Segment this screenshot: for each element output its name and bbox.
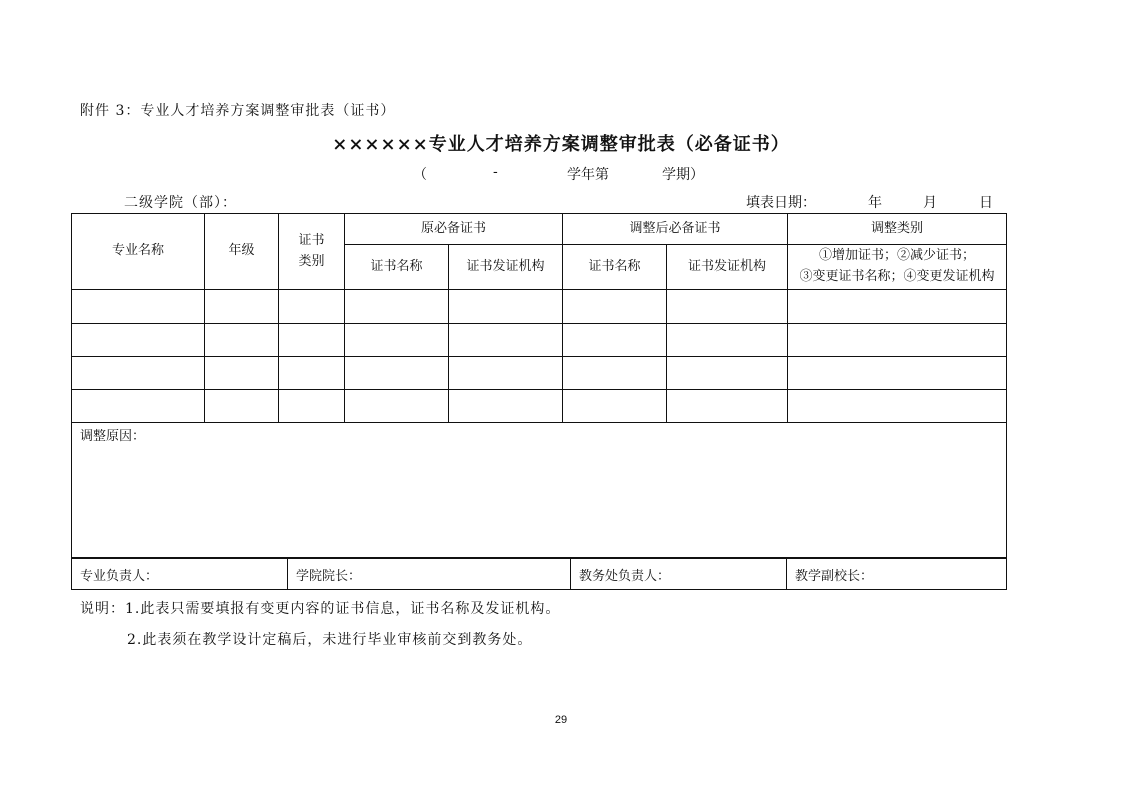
signature-table	[71, 558, 1007, 590]
cell-grade[interactable]	[205, 290, 279, 324]
cell-adjust-type[interactable]	[788, 390, 1007, 423]
cell-adjusted-cert-name[interactable]	[563, 290, 667, 324]
table-row	[72, 324, 1007, 357]
adjust-reason-cell[interactable]	[72, 423, 1007, 558]
cell-adjust-type[interactable]	[788, 324, 1007, 357]
cell-original-cert-issuer[interactable]	[449, 324, 563, 357]
header-grade: 年级	[205, 214, 279, 290]
adjust-type-options-line1: ①增加证书；②减少证书；	[819, 248, 976, 264]
vice-president-signature[interactable]: 教学副校长：	[787, 559, 1007, 590]
header-cert-category-line1: 证书	[298, 232, 325, 248]
cell-adjusted-cert-name[interactable]	[563, 357, 667, 390]
cell-adjust-type[interactable]	[788, 290, 1007, 324]
college-dean-signature[interactable]: 学院院长：	[288, 559, 571, 590]
page-number: 29	[554, 714, 568, 726]
semester-label: 学期）	[662, 167, 704, 183]
year-dash: -	[493, 164, 498, 180]
form-title: ××××××专业人才培养方案调整审批表（必备证书）	[332, 134, 790, 155]
header-adjust-type-options	[788, 245, 1007, 290]
header-adjusted-cert: 调整后必备证书	[563, 214, 788, 245]
cell-grade[interactable]	[205, 357, 279, 390]
academic-affairs-head-signature[interactable]: 教务处负责人：	[571, 559, 787, 590]
fill-date-day: 日	[979, 195, 993, 211]
header-major-name: 专业名称	[72, 214, 205, 290]
cell-adjusted-cert-name[interactable]	[563, 390, 667, 423]
table-row	[72, 390, 1007, 423]
note-line-2: 2.此表须在教学设计定稿后，未进行毕业审核前交到教务处。	[127, 632, 533, 648]
cell-original-cert-issuer[interactable]	[449, 357, 563, 390]
cell-original-cert-issuer[interactable]	[449, 390, 563, 423]
header-adjust-type: 调整类别	[788, 214, 1007, 245]
header-adjusted-cert-issuer: 证书发证机构	[667, 245, 788, 290]
cell-major-name[interactable]	[72, 357, 205, 390]
cell-cert-category[interactable]	[279, 357, 345, 390]
cell-major-name[interactable]	[72, 290, 205, 324]
major-director-signature[interactable]: 专业负责人：	[72, 559, 288, 590]
fill-date-year: 年	[868, 195, 882, 211]
cell-major-name[interactable]	[72, 390, 205, 423]
fill-date-month: 月	[923, 195, 937, 211]
header-original-cert: 原必备证书	[345, 214, 563, 245]
cell-adjusted-cert-name[interactable]	[563, 324, 667, 357]
cell-original-cert-name[interactable]	[345, 357, 449, 390]
attachment-label: 附件 3：专业人才培养方案调整审批表（证书）	[80, 103, 396, 119]
cell-grade[interactable]	[205, 390, 279, 423]
header-cert-category	[279, 214, 345, 290]
cell-grade[interactable]	[205, 324, 279, 357]
header-original-cert-issuer: 证书发证机构	[449, 245, 563, 290]
college-label: 二级学院（部）：	[124, 195, 237, 211]
approval-table	[71, 213, 1007, 558]
adjust-type-options-line2: ③变更证书名称；④变更发证机构	[799, 269, 995, 284]
cell-cert-category[interactable]	[279, 324, 345, 357]
cell-major-name[interactable]	[72, 324, 205, 357]
cell-original-cert-name[interactable]	[345, 290, 449, 324]
note-line-1: 说明：1.此表只需要填报有变更内容的证书信息，证书名称及发证机构。	[80, 601, 561, 617]
cell-original-cert-name[interactable]	[345, 390, 449, 423]
fill-date-label: 填表日期：	[746, 195, 816, 211]
year-open-paren: （	[413, 167, 427, 183]
table-row	[72, 357, 1007, 390]
cell-adjusted-cert-issuer[interactable]	[667, 290, 788, 324]
header-cert-category-line2: 类别	[298, 253, 325, 269]
cell-adjusted-cert-issuer[interactable]	[667, 324, 788, 357]
cell-cert-category[interactable]	[279, 390, 345, 423]
cell-original-cert-name[interactable]	[345, 324, 449, 357]
header-original-cert-name: 证书名称	[345, 245, 449, 290]
cell-cert-category[interactable]	[279, 290, 345, 324]
cell-adjust-type[interactable]	[788, 357, 1007, 390]
cell-adjusted-cert-issuer[interactable]	[667, 390, 788, 423]
header-adjusted-cert-name: 证书名称	[563, 245, 667, 290]
table-row	[72, 290, 1007, 324]
cell-original-cert-issuer[interactable]	[449, 290, 563, 324]
school-year-label: 学年第	[567, 167, 609, 183]
adjust-reason-label: 调整原因：	[80, 429, 146, 444]
cell-adjusted-cert-issuer[interactable]	[667, 357, 788, 390]
